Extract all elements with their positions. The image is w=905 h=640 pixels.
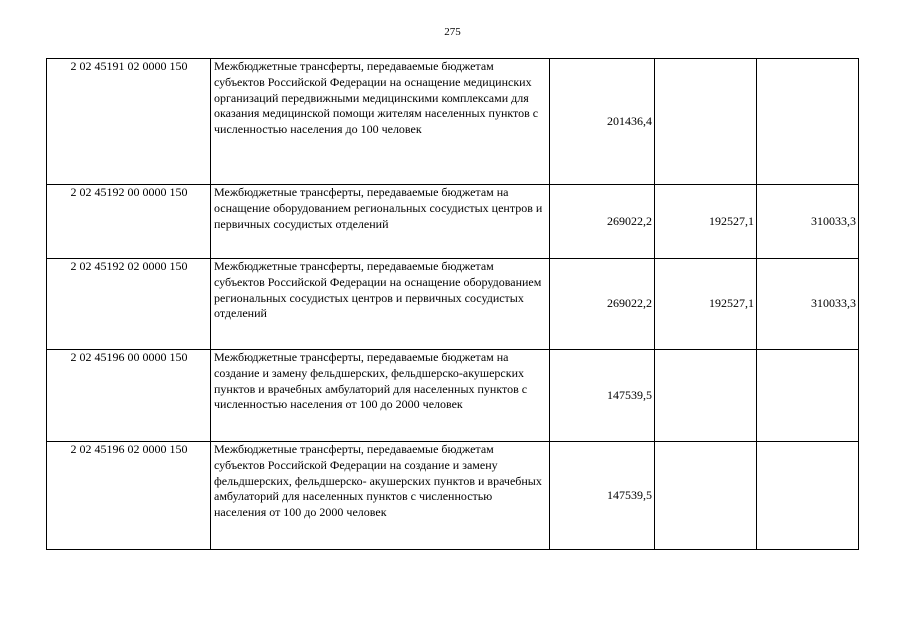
- value-3-cell: [757, 350, 859, 442]
- value-2-cell: [655, 350, 757, 442]
- budget-code-cell: 2 02 45196 00 0000 150: [47, 350, 211, 442]
- budget-code-cell: 2 02 45191 02 0000 150: [47, 59, 211, 185]
- value-2-cell: 192527,1: [655, 185, 757, 259]
- value-2-cell: [655, 59, 757, 185]
- value-1-cell: 269022,2: [550, 185, 655, 259]
- budget-code-cell: 2 02 45192 02 0000 150: [47, 259, 211, 350]
- value-3-cell: 310033,3: [757, 259, 859, 350]
- description-cell: Межбюджетные трансферты, передаваемые бюджетам субъектов Российской Федерации на оснащение медицинских организаций передвижными медицинскими комплексами для оказания медицинской помощи жителям населенных пунктов с численностью населения до 100 человек: [211, 59, 550, 185]
- table-row: [47, 59, 859, 185]
- description-cell: Межбюджетные трансферты, передаваемые бюджетам на оснащение оборудованием региональных сосудистых центров и первичных сосудистых отделений: [211, 185, 550, 259]
- value-3-cell: [757, 442, 859, 550]
- value-3-cell: 310033,3: [757, 185, 859, 259]
- table-row: [47, 259, 859, 350]
- budget-code-cell: 2 02 45196 02 0000 150: [47, 442, 211, 550]
- description-cell: Межбюджетные трансферты, передаваемые бюджетам субъектов Российской Федерации на создание и замену фельдшерских, фельдшерско- акушерских пунктов и врачебных амбулаторий для населенных пунктов с численностью населения от 100 до 2000 человек: [211, 442, 550, 550]
- value-1-cell: 147539,5: [550, 350, 655, 442]
- page-number: 275: [444, 26, 461, 38]
- table-row: [47, 442, 859, 550]
- budget-code-cell: 2 02 45192 00 0000 150: [47, 185, 211, 259]
- value-3-cell: [757, 59, 859, 185]
- value-1-cell: 147539,5: [550, 442, 655, 550]
- budget-table: [46, 58, 859, 550]
- table-row: [47, 350, 859, 442]
- value-2-cell: [655, 442, 757, 550]
- value-1-cell: 269022,2: [550, 259, 655, 350]
- description-cell: Межбюджетные трансферты, передаваемые бюджетам на создание и замену фельдшерских, фельдшерско-акушерских пунктов и врачебных амбулаторий для населенных пунктов с численностью населения от 100 до 2000 человек: [211, 350, 550, 442]
- value-1-cell: 201436,4: [550, 59, 655, 185]
- value-2-cell: 192527,1: [655, 259, 757, 350]
- table-row: [47, 185, 859, 259]
- description-cell: Межбюджетные трансферты, передаваемые бюджетам субъектов Российской Федерации на оснащение оборудованием региональных сосудистых центров и первичных сосудистых отделений: [211, 259, 550, 350]
